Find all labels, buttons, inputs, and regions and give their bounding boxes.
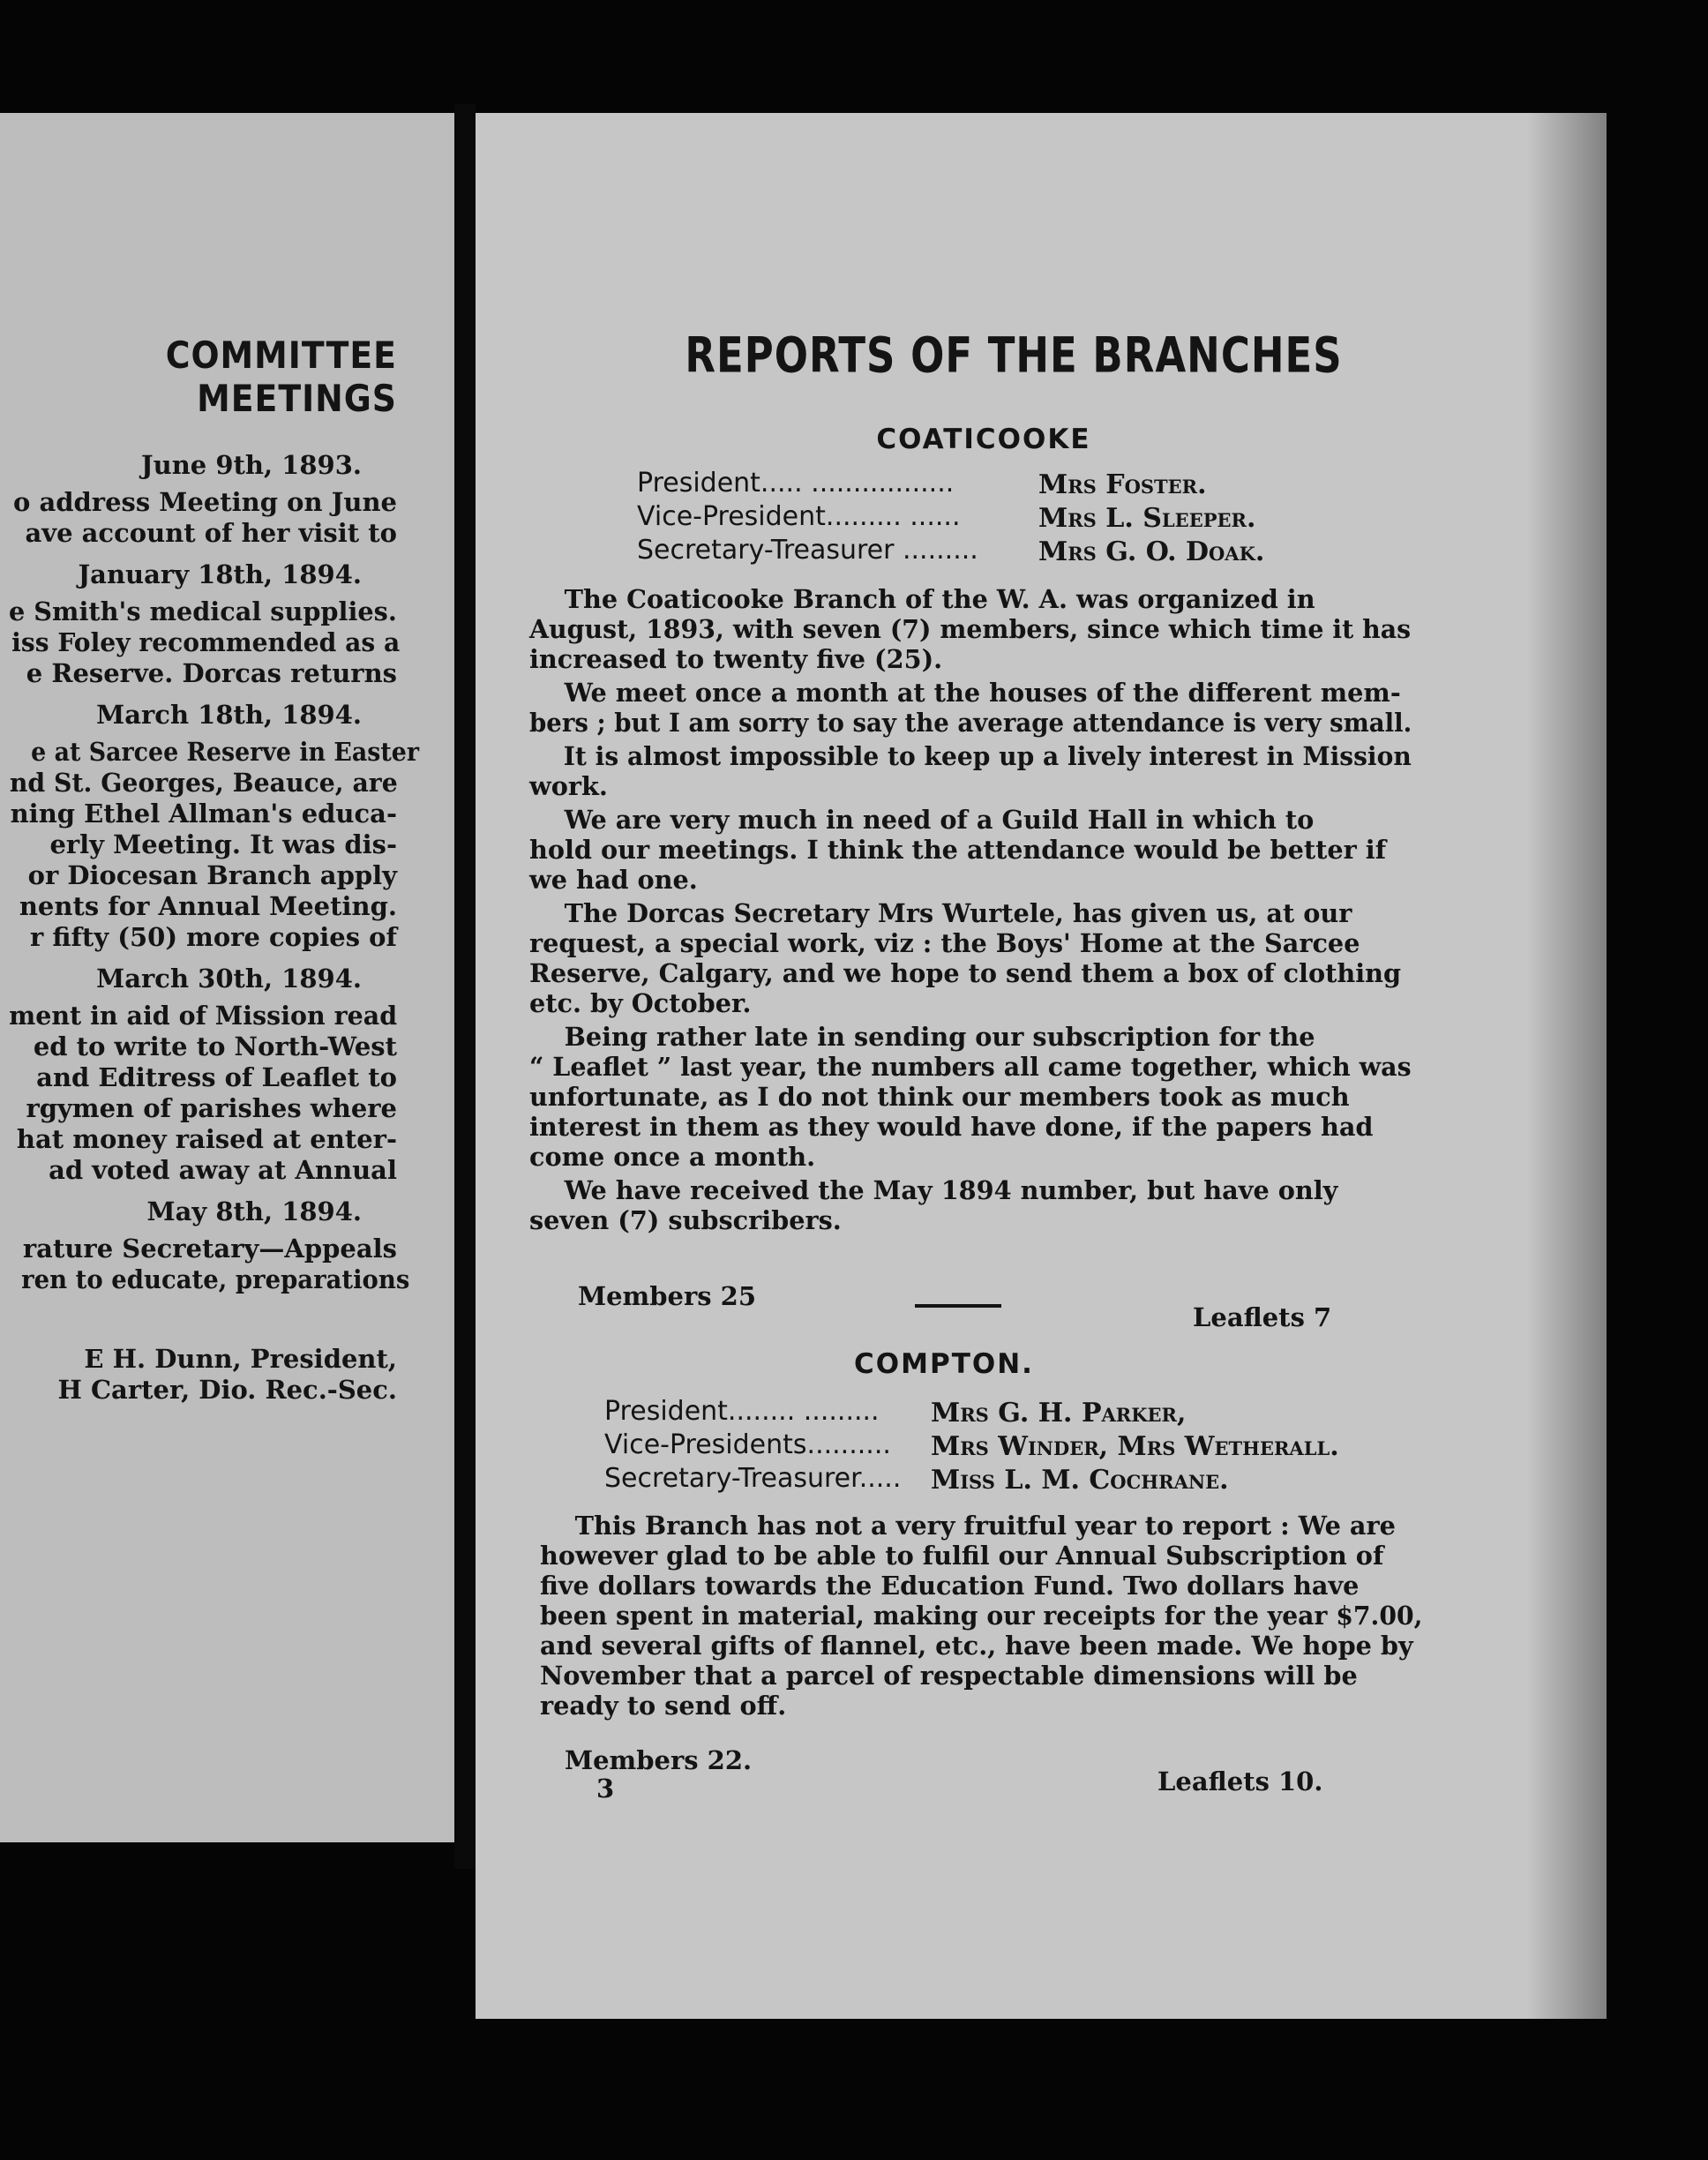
meeting-date: June 9th, 1893. [140,450,362,480]
officer-row [604,1396,1187,1429]
minutes-line: E H. Dunn, President, [84,1344,397,1374]
officer-role: Vice-President......... ...... [637,501,961,532]
minutes-line: nd St. Georges, Beauce, are [9,768,398,798]
officer-role: Secretary-Treasurer..... [604,1463,902,1494]
paragraph-line: ready to send off. [540,1691,787,1721]
paragraph-line: November that a parcel of respectable dimensions will be [540,1661,1358,1691]
paragraph-line: request, a special work, viz : the Boys' Home at the Sarcee [529,928,1360,958]
paragraph-line: It is almost impossible to keep up a lively interest in Mission [563,741,1412,771]
paragraph-line: The Dorcas Secretary Mrs Wurtele, has given us, at our [564,898,1352,928]
officer-role: President........ ......... [604,1396,880,1427]
meeting-date: January 18th, 1894. [78,559,362,589]
paragraph-line: unfortunate, as I do not think our members took as much [529,1082,1350,1112]
paragraph-line: etc. by October. [529,988,752,1018]
paragraph-line: increased to twenty five (25). [529,644,943,674]
minutes-line: ad voted away at Annual [49,1155,397,1185]
minutes-line: hat money raised at enter- [16,1124,397,1154]
minutes-line: o address Meeting on June [13,487,397,517]
minutes-line: nents for Annual Meeting. [19,891,397,921]
paragraph-line: come once a month. [529,1142,816,1172]
minutes-line: ning Ethel Allman's educa- [10,799,397,829]
paragraph-line: This Branch has not a very fruitful year to report : We are [574,1511,1396,1541]
paragraph-line: we had one. [529,865,698,895]
paragraph-line: seven (7) subscribers. [529,1205,842,1235]
page-number: 3 [596,1774,615,1804]
members-count: Members 25 [578,1281,757,1311]
officer-row [637,535,1265,567]
paragraph-line: “ Leaflet ” last year, the numbers all came together, which was [529,1052,1412,1082]
left-page [0,113,454,1842]
officer-row [604,1429,1339,1462]
officer-role: Vice-Presidents.......... [604,1429,891,1460]
paragraph-line: We meet once a month at the houses of the different mem- [564,678,1401,708]
officer-row [637,501,1256,534]
paragraph-line: Reserve, Calgary, and we hope to send them a box of clothing [529,958,1402,988]
minutes-line: ren to educate, preparations [21,1264,410,1294]
branch-name-coaticooke: COATICOOKE [876,424,1091,455]
paragraph-line: hold our meetings. I think the attendance would be better if [529,835,1387,865]
left-page-heading: COMMITTEE MEETINGS [165,334,397,420]
report-paragraph [529,741,1420,801]
minutes-line: e Smith's medical supplies. [9,596,397,626]
officer-role: Secretary-Treasurer ......... [637,535,978,566]
report-paragraph [540,1511,1431,1721]
minutes-line: iss Foley recommended as a [11,627,401,657]
paragraph-line: five dollars towards the Education Fund. Two dollars have [540,1571,1360,1601]
report-paragraph [529,805,1420,895]
paragraph-line: The Coaticooke Branch of the W. A. was organized in [564,584,1315,614]
report-paragraph [529,678,1420,738]
minutes-line: e at Sarcee Reserve in Easter [31,737,420,767]
paragraph-line: and several gifts of flannel, etc., have been made. We hope by [540,1631,1413,1661]
minutes-line: e Reserve. Dorcas returns [26,658,397,688]
leaflets-count: Leaflets 7 [1193,1302,1332,1332]
paragraph-line: We have received the May 1894 number, but have only [564,1175,1338,1205]
meeting-date: May 8th, 1894. [146,1196,362,1226]
officer-name: Miss L. M. Cochrane. [931,1465,1229,1496]
officer-row [637,468,1207,500]
minutes-line: ment in aid of Mission read [8,1001,397,1031]
report-paragraph [529,584,1420,674]
report-paragraph [529,1022,1420,1172]
leaflets-count: Leaflets 10. [1157,1766,1323,1796]
paragraph-line: Being rather late in sending our subscription for the [564,1022,1315,1052]
minutes-line: rature Secretary—Appeals [22,1234,397,1264]
meeting-date: March 30th, 1894. [96,964,362,994]
minutes-line: r fifty (50) more copies of [29,922,397,952]
minutes-line: rgymen of parishes where [26,1093,397,1123]
paragraph-line: We are very much in need of a Guild Hall in which to [564,805,1315,835]
section-divider [915,1304,1001,1308]
page-title: REPORTS OF THE BRANCHES [685,327,1343,384]
minutes-line: or Diocesan Branch apply [27,860,397,890]
minutes-line: ed to write to North-West [33,1031,397,1061]
officer-name: Mrs G. H. Parker, [931,1398,1187,1429]
officer-name: Mrs Winder, Mrs Wetherall. [931,1431,1339,1462]
paragraph-line: interest in them as they would have done, if the papers had [529,1112,1374,1142]
officer-role: President..... ................. [637,468,955,499]
minutes-line: H Carter, Dio. Rec.-Sec. [57,1375,397,1405]
minutes-line: ave account of her visit to [25,518,397,548]
branch-name-compton: COMPTON. [854,1348,1034,1380]
report-paragraph [529,1175,1420,1235]
officer-row [604,1463,1229,1496]
paragraph-line: work. [529,771,608,801]
page-gutter [454,104,476,1869]
officer-name: Mrs Foster. [1038,469,1207,500]
meeting-date: March 18th, 1894. [96,700,362,730]
page-edge-shadow [1527,113,1607,2019]
members-count: Members 22. [565,1745,753,1775]
paragraph-line: been spent in material, making our receipts for the year $7.00, [540,1601,1423,1631]
minutes-line: erly Meeting. It was dis- [49,829,397,859]
paragraph-line: August, 1893, with seven (7) members, since which time it has [529,614,1412,644]
officer-name: Mrs G. O. Doak. [1038,536,1265,567]
minutes-line: and Editress of Leaflet to [36,1062,397,1092]
report-paragraph [529,898,1420,1018]
paragraph-line: however glad to be able to fulfil our Annual Subscription of [540,1541,1384,1571]
officer-name: Mrs L. Sleeper. [1038,503,1256,534]
paragraph-line: bers ; but I am sorry to say the average attendance is very small. [529,708,1412,738]
